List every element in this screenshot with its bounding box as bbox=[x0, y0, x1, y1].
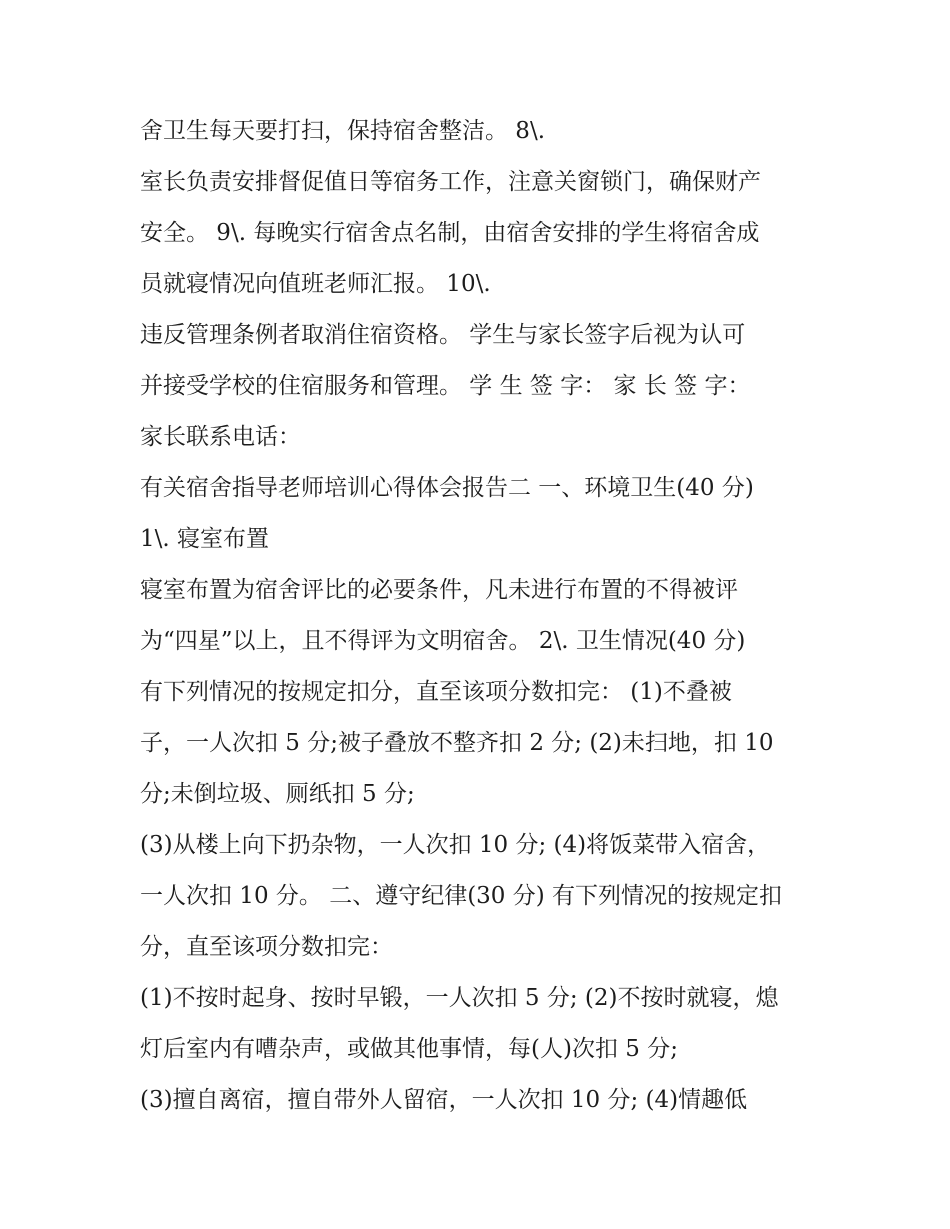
text-line-6: 并接受学校的住宿服务和管理。 学 生 签 字： 家 长 签 字： bbox=[140, 373, 751, 399]
text-line-13: 子，一人次扣 5 分;被子叠放不整齐扣 2 分; (2)未扫地，扣 10 bbox=[140, 730, 774, 756]
text-line-5: 违反管理条例者取消住宿资格。 学生与家长签字后视为认可 bbox=[140, 322, 746, 348]
text-line-14: 分;未倒垃圾、厕纸扣 5 分; bbox=[140, 781, 415, 807]
text-line-3: 安全。 9\. 每晚实行宿舍点名制，由宿舍安排的学生将宿舍成 bbox=[140, 220, 760, 246]
text-line-18: (1)不按时起身、按时早锻，一人次扣 5 分; (2)不按时就寝，熄 bbox=[140, 985, 779, 1011]
text-line-16: 一人次扣 10 分。 二、遵守纪律(30 分) 有下列情况的按规定扣 bbox=[140, 883, 783, 909]
text-line-1: 舍卫生每天要打扫，保持宿舍整洁。 8\. bbox=[140, 118, 546, 144]
text-line-9: 1\. 寝室布置 bbox=[140, 526, 270, 552]
text-line-12: 有下列情况的按规定扣分，直至该项分数扣完： (1)不叠被 bbox=[140, 679, 732, 705]
text-line-8: 有关宿舍指导老师培训心得体会报告二 一、环境卫生(40 分) bbox=[140, 475, 754, 501]
text-line-4: 员就寝情况向值班老师汇报。 10\. bbox=[140, 271, 491, 297]
text-line-10: 寝室布置为宿舍评比的必要条件，凡未进行布置的不得被评 bbox=[140, 577, 738, 603]
text-line-7: 家长联系电话： bbox=[140, 424, 301, 450]
text-line-11: 为“四星”以上，且不得评为文明宿舍。 2\. 卫生情况(40 分) bbox=[140, 628, 746, 654]
document-body bbox=[140, 106, 830, 1126]
text-line-17: 分，直至该项分数扣完： bbox=[140, 934, 393, 960]
text-line-2: 室长负责安排督促值日等宿务工作，注意关窗锁门，确保财产 bbox=[140, 169, 761, 195]
text-line-15: (3)从楼上向下扔杂物，一人次扣 10 分; (4)将饭菜带入宿舍， bbox=[140, 832, 771, 858]
text-line-19: 灯后室内有嘈杂声，或做其他事情，每(人)次扣 5 分; bbox=[140, 1036, 678, 1062]
text-line-20: (3)擅自离宿，擅自带外人留宿，一人次扣 10 分; (4)情趣低 bbox=[140, 1087, 748, 1113]
